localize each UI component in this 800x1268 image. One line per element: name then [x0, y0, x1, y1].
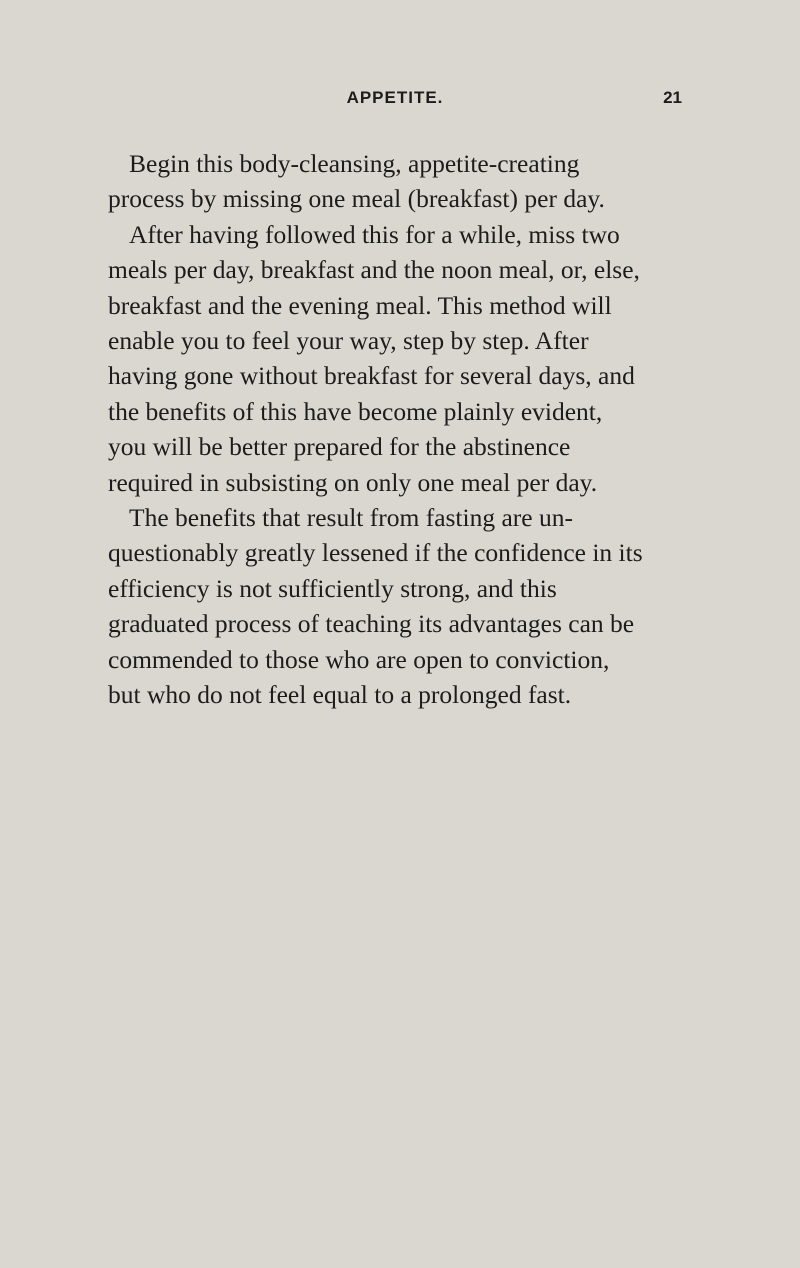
running-header — [108, 88, 682, 114]
chapter-title: APPETITE. — [346, 88, 444, 107]
page-number: 21 — [663, 88, 682, 107]
paragraph-1: Begin this body-cleansing, appetite-creating process by missing one meal (breakfast) per day. — [108, 149, 605, 214]
paragraph-3: The benefits that result from fasting are unquestionably greatly lessened if the confidence in its efficiency is not sufficiently strong, and this graduated process of teaching its advantages can be commended to those who are open to conviction, but who do not feel equal to a prolonged fast. — [108, 503, 643, 710]
paragraph-2: After having followed this for a while, miss two meals per day, breakfast and the noon meal, or, else, breakfast and the evening meal. This method will enable you to feel your way, step by step. After having gone without breakfast for several days, and the benefits of this have become plainly evident, you will be better prepared for the abstinence required in subsisting on only one meal per day. — [108, 219, 640, 497]
body-text — [108, 146, 646, 713]
